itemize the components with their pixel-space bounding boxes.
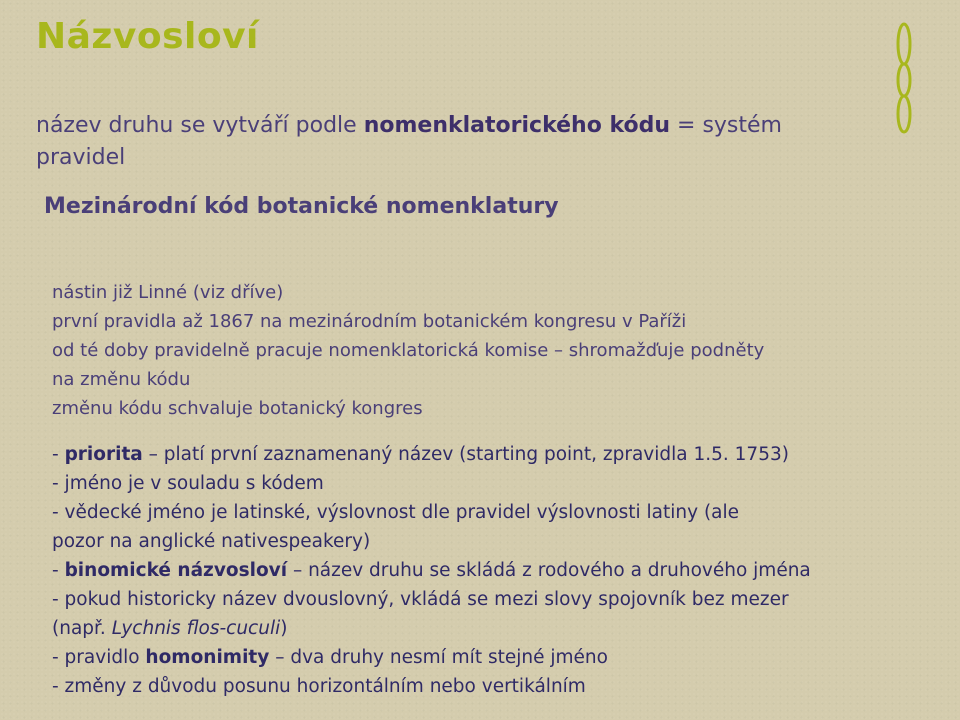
rule-latin: - vědecké jméno je latinské, výslovnost dle pravidel výslovnosti latiny (ale: [52, 502, 740, 523]
rule-change: - změny z důvodu posunu horizontálním nebo vertikálním: [52, 676, 586, 697]
history-line: nástin již Linné (viz dříve): [52, 282, 284, 303]
history-line: na změnu kódu: [52, 369, 191, 390]
rule-text: – platí první zaznamenaný název (starting point, zpravidla 1.5. 1753): [142, 444, 789, 465]
rule-text: (např.: [52, 618, 112, 639]
rule-term: homonimity: [145, 647, 270, 668]
rule-code: - jméno je v souladu s kódem: [52, 473, 324, 494]
species-name: Lychnis flos-cuculi: [111, 618, 281, 639]
rule-text: – název druhu se skládá z rodového a druhového jména: [287, 560, 811, 581]
intro-text-end: = systém: [670, 113, 782, 138]
page-title: Názvosloví: [36, 16, 259, 57]
rule-term: priorita: [64, 444, 143, 465]
history-line: změnu kódu schvaluje botanický kongres: [52, 398, 423, 419]
rule-priority: [52, 440, 932, 469]
rule-term: binomické názvosloví: [64, 560, 288, 581]
rule-hyphen-example: [52, 614, 932, 643]
intro-text-line2: pravidel: [36, 145, 126, 170]
history-line: první pravidla až 1867 na mezinárodním botanickém kongresu v Paříži: [52, 311, 687, 332]
rule-homonymy: [52, 643, 932, 672]
rules-list: [52, 440, 932, 701]
rule-dash: -: [52, 444, 65, 465]
decorative-ornament: [890, 22, 918, 134]
history-paragraph: [52, 278, 932, 423]
rule-text: ): [280, 618, 288, 639]
rule-latin-cont: pozor na anglické nativespeakery): [52, 531, 371, 552]
intro-text: název druhu se vytváří podle: [36, 113, 364, 138]
intro-paragraph: [36, 110, 836, 174]
rule-text: - pravidlo: [52, 647, 146, 668]
history-line: od té doby pravidelně pracuje nomenklatorická komise – shromažďuje podněty: [52, 340, 765, 361]
subtitle: Mezinárodní kód botanické nomenklatury: [44, 194, 559, 219]
intro-bold-term: nomenklatorického kódu: [363, 113, 671, 138]
rule-hyphen: - pokud historicky název dvouslovný, vkládá se mezi slovy spojovník bez mezer: [52, 589, 789, 610]
rule-binomial: [52, 556, 932, 585]
rule-text: – dva druhy nesmí mít stejné jméno: [269, 647, 608, 668]
rule-dash: -: [52, 560, 65, 581]
